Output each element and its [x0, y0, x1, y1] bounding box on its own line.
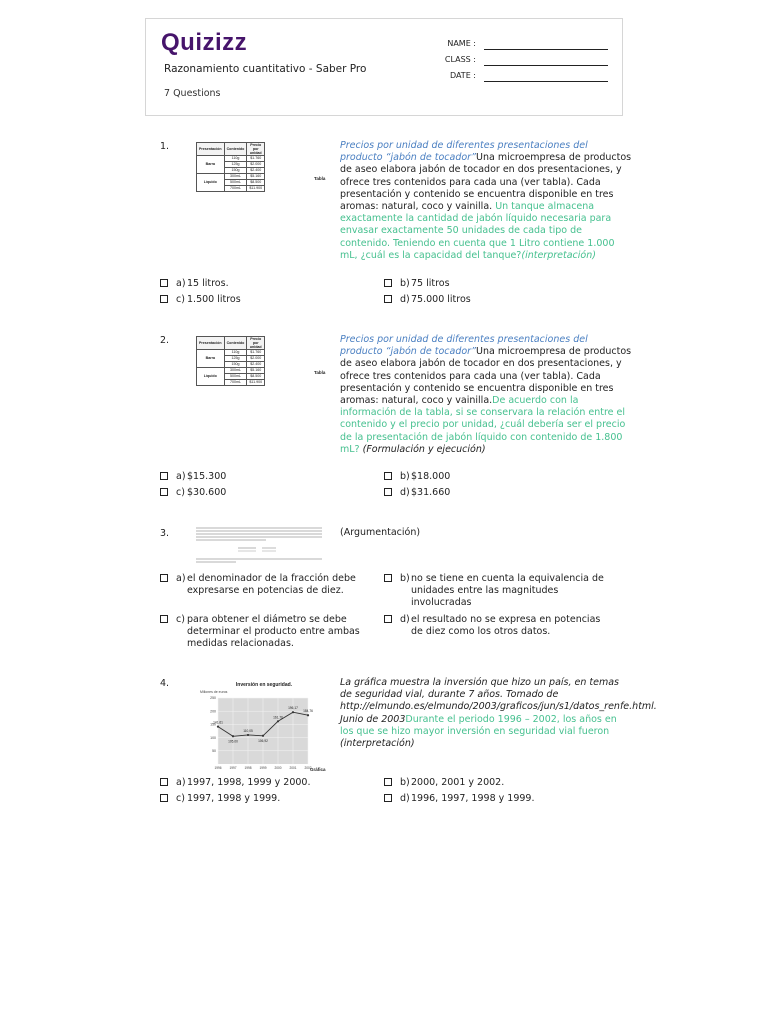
option-text: 1996, 1997, 1998 y 1999.: [411, 793, 535, 804]
question-count: 7 Questions: [164, 88, 221, 99]
chart-data-point: [232, 735, 234, 737]
chart-ylabel: Millones de euros: [200, 690, 228, 694]
option-letter: b): [400, 573, 410, 584]
option-letter: d): [400, 614, 410, 625]
price-table: [196, 336, 265, 386]
table-cell: 125g: [224, 162, 247, 168]
name-label: NAME :: [447, 39, 476, 48]
question-text-segment: (interpretación): [340, 738, 415, 750]
table-group-cell: Barra: [197, 156, 225, 174]
option-letter: b): [400, 471, 410, 482]
option-text: 75.000 litros: [411, 294, 471, 305]
table-cell: 125g: [224, 356, 247, 362]
chart-data-point: [292, 711, 294, 713]
question-text-segment: Una microempresa de productos de aseo elabora jabón de tocador en dos presentaciones, y ofrece tres contenidos para cada una (ver tabla). Cada presentación y contenido se encuentra disponible en tres aromas: natural, coco y vainilla.: [340, 346, 632, 407]
chart-ytick-label: 100: [210, 735, 216, 740]
investment-line-chart: [196, 676, 336, 774]
option-text: $31.660: [411, 487, 451, 498]
worksheet-header: [145, 18, 623, 116]
table-cell: $8.500: [247, 180, 265, 186]
table-group-cell: Líquido: [197, 368, 225, 386]
chart-data-label: 106,92: [258, 738, 268, 743]
chart-data-label: 196,17: [288, 706, 298, 711]
table-cell: $5.160: [247, 174, 265, 180]
chart-ytick-label: 200: [210, 709, 216, 714]
date-line[interactable]: [484, 81, 608, 82]
option-letter: c): [176, 614, 185, 625]
table-header: Presentación: [197, 337, 225, 350]
option-letter: d): [400, 793, 410, 804]
question-1-text: [340, 140, 632, 262]
table-group-cell: Barra: [197, 350, 225, 368]
option-text: $30.600: [187, 487, 227, 498]
quiz-title: Razonamiento cuantitativo - Saber Pro: [164, 63, 367, 75]
table-cell: 110g: [224, 156, 247, 162]
table-cell: 150g: [224, 168, 247, 174]
chart-xtick-label: 1998: [244, 766, 252, 770]
chart-data-label: 184,76: [303, 709, 313, 714]
question-text-segment: (interpretación): [521, 249, 596, 261]
table-cell: $11.900: [247, 380, 265, 386]
question-1-number: 1.: [160, 141, 170, 152]
chart-xtick-label: 2001: [289, 766, 297, 770]
table-header: Precio por unidad: [247, 337, 265, 350]
option-checkbox[interactable]: [384, 615, 392, 623]
chart-data-point: [307, 714, 309, 716]
table-header: Contenido: [224, 143, 247, 156]
table-cell: $2.400: [247, 168, 265, 174]
option-checkbox[interactable]: [160, 488, 168, 496]
option-text: para obtener el diámetro se debe determinar el producto entre ambas medidas relacionadas.: [187, 614, 360, 650]
table-header: Presentación: [197, 143, 225, 156]
option-checkbox[interactable]: [384, 778, 392, 786]
table-row: [197, 174, 265, 180]
question-2-number: 2.: [160, 335, 170, 346]
option-text: $18.000: [411, 471, 451, 482]
option-checkbox[interactable]: [384, 574, 392, 582]
chart-ytick-label: 250: [210, 696, 216, 701]
chart-ytick-label: 150: [210, 722, 216, 727]
chart-data-point: [277, 720, 279, 722]
table-cell: 300mL: [224, 368, 247, 374]
name-line[interactable]: [484, 49, 608, 50]
table-cell: 500mL: [224, 180, 247, 186]
table-group-cell: Líquido: [197, 174, 225, 192]
table-cell: 300mL: [224, 174, 247, 180]
option-checkbox[interactable]: [384, 279, 392, 287]
chart-xlabel: Gráfica: [310, 767, 326, 772]
option-text: 75 litros: [411, 278, 450, 289]
option-text: 1997, 1998 y 1999.: [187, 793, 281, 804]
option-checkbox[interactable]: [160, 279, 168, 287]
chart-data-point: [247, 734, 249, 736]
table-cell: 700mL: [224, 380, 247, 386]
chart-data-label: 110,05: [243, 728, 253, 733]
option-text: 1.500 litros: [187, 294, 241, 305]
question-text-segment: Precios por unidad de diferentes presentaciones del producto “jabón de tocador”: [340, 334, 588, 358]
quizizz-logo: Quizizz: [161, 29, 248, 56]
option-letter: c): [176, 487, 185, 498]
table-cell: $1.760: [247, 350, 265, 356]
question-4-text: [340, 677, 657, 750]
option-checkbox[interactable]: [160, 574, 168, 582]
option-checkbox[interactable]: [384, 794, 392, 802]
chart-data-label: 105,00: [228, 739, 238, 744]
option-text: el resultado no se expresa en potencias de diez como los otros datos.: [411, 614, 601, 638]
table-cell: $2.000: [247, 356, 265, 362]
option-checkbox[interactable]: [384, 472, 392, 480]
table-cell: 500mL: [224, 374, 247, 380]
option-letter: b): [400, 278, 410, 289]
option-letter: c): [176, 793, 185, 804]
option-text: 1997, 1998, 1999 y 2000.: [187, 777, 311, 788]
chart-xtick-label: 1999: [259, 766, 267, 770]
question-4-chart: [196, 676, 336, 778]
option-checkbox[interactable]: [160, 472, 168, 480]
option-letter: d): [400, 487, 410, 498]
option-checkbox[interactable]: [384, 295, 392, 303]
question-text-segment: Durante el periodo 1996 – 2002, los años en los que se hizo mayor inversión en seguridad vial fueron: [340, 713, 617, 737]
option-checkbox[interactable]: [384, 488, 392, 496]
table-header: Precio por unidad: [247, 143, 265, 156]
question-text-segment: (Argumentación): [340, 527, 421, 538]
option-letter: b): [400, 777, 410, 788]
option-text: $15.300: [187, 471, 227, 482]
table-row: [197, 368, 265, 374]
question-text-segment: Una microempresa de productos de aseo elabora jabón de tocador en dos presentaciones, y ofrece tres contenidos para cada una (ver tabla). Cada presentación y contenido se encuentra disponible en tres aromas: natural, coco y vainilla.: [340, 152, 632, 213]
question-3-statement-image: [196, 526, 324, 566]
question-2-text: [340, 334, 632, 456]
option-letter: c): [176, 294, 185, 305]
option-checkbox[interactable]: [160, 615, 168, 623]
question-text-segment: Precios por unidad de diferentes presentaciones del producto “jabón de tocador”: [340, 140, 588, 164]
table-label: Tabla: [314, 370, 326, 375]
question-3-number: 3.: [160, 528, 170, 539]
class-label: CLASS :: [444, 55, 476, 64]
option-checkbox[interactable]: [160, 794, 168, 802]
question-text-segment: De acuerdo con la información de la tabla, si se conservara la relación entre el contenido y el precio por unidad, ¿cuál debería ser el precio de la presentación de jabón líquido con contenido de 1.800 mL?: [340, 395, 626, 455]
table-cell: $2.400: [247, 362, 265, 368]
date-label: DATE :: [449, 71, 476, 80]
option-text: 2000, 2001 y 2002.: [411, 777, 505, 788]
table-cell: $2.000: [247, 162, 265, 168]
table-cell: 150g: [224, 362, 247, 368]
question-3-text: [340, 527, 632, 539]
table-cell: 110g: [224, 350, 247, 356]
chart-data-point: [262, 735, 264, 737]
price-table: [196, 142, 265, 192]
option-text: no se tiene en cuenta la equivalencia de unidades entre las magnitudes involucradas: [411, 573, 604, 609]
option-text: el denominador de la fracción debe expresarse en potencias de diez.: [187, 573, 356, 597]
option-checkbox[interactable]: [160, 295, 168, 303]
chart-xtick-label: 2000: [274, 766, 282, 770]
chart-data-label: 161,76: [273, 715, 283, 720]
question-text-segment: (Formulación y ejecución): [362, 443, 486, 455]
question-4-number: 4.: [160, 678, 170, 689]
table-header: Contenido: [224, 337, 247, 350]
option-letter: a): [176, 278, 186, 289]
table-cell: 700mL: [224, 186, 247, 192]
table-cell: $8.500: [247, 374, 265, 380]
chart-ytick-label: 50: [212, 749, 216, 753]
question-text-segment: La gráfica muestra la inversión que hizo un país, en temas de seguridad vial, durante 7 años. Tomado de http://elmundo.es/elmundo/2003/graficos/jun/s1/datos_renfe.html. Junio de 2003: [340, 677, 657, 725]
option-letter: d): [400, 294, 410, 305]
table-label: Tabla: [314, 176, 326, 181]
chart-xtick-label: 1997: [229, 766, 237, 770]
option-text: 15 litros.: [187, 278, 229, 289]
chart-xtick-label: 1996: [214, 766, 222, 770]
table-cell: $1.760: [247, 156, 265, 162]
option-letter: a): [176, 471, 186, 482]
option-letter: a): [176, 777, 186, 788]
table-cell: $5.160: [247, 368, 265, 374]
question-text-segment: Un tanque almacena exactamente la cantidad de jabón líquido necesaria para envasar exactamente 50 unidades de cada tipo de contenido. Teniendo en cuenta que 1 Litro contiene 1.000 mL, ¿cuál es la capacidad del tanque?: [340, 201, 615, 261]
option-letter: a): [176, 573, 186, 584]
chart-title: Inversión en seguridad.: [235, 682, 293, 688]
chart-data-label: 141,61: [213, 720, 223, 725]
question-3-image: [196, 526, 324, 566]
option-checkbox[interactable]: [160, 778, 168, 786]
table-cell: $11.900: [247, 186, 265, 192]
chart-data-point: [217, 726, 219, 728]
chart-xtick-label: 2002: [304, 766, 312, 770]
class-line[interactable]: [484, 65, 608, 66]
